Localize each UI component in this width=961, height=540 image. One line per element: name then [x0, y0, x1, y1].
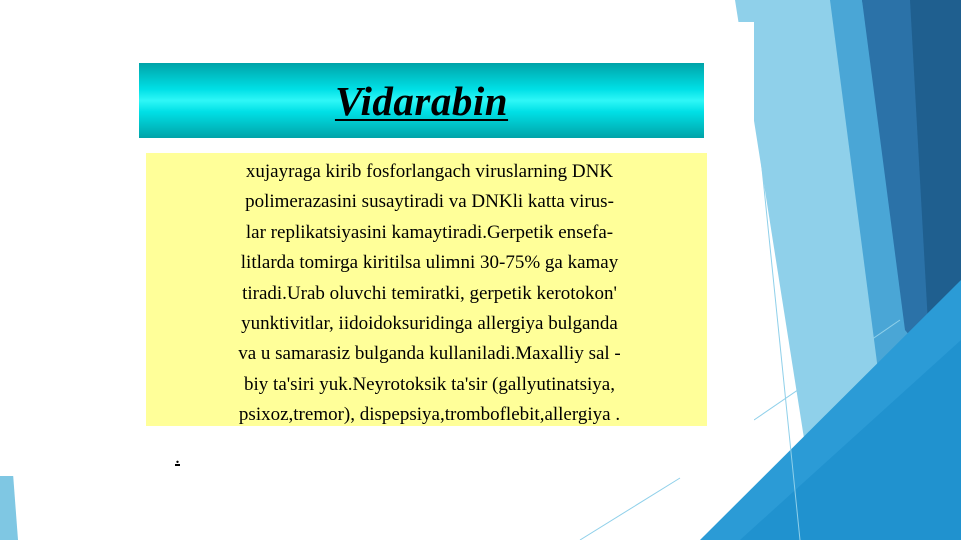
- body-line: psixoz,tremor), dispepsiya,tromboflebit,allergiya .: [238, 404, 621, 426]
- body-line: yunktivitlar, iidoidoksuridinga allergiya bulganda: [241, 313, 618, 335]
- body-line: litlarda tomirga kiritilsa ulimni 30-75% ga kamay: [240, 252, 619, 274]
- body-line: tiradi.Urab oluvchi temiratki, gerpetik kerotokon': [242, 282, 617, 304]
- body-line: va u samarasiz bulganda kullaniladi.Maxalliy sal -: [238, 343, 621, 365]
- deco-line-1: [580, 478, 680, 540]
- body-text-box: [146, 153, 707, 426]
- body-line: lar replikatsiyasini kamaytiradi.Gerpetik ensefa-: [245, 221, 614, 243]
- footer-mark: .: [175, 446, 180, 468]
- body-line: xujayraga kirib fosforlangach viruslarning DNK: [245, 161, 614, 182]
- body-line: polimerazasini susaytiradi va DNKli katta virus-: [245, 191, 614, 213]
- body-line: biy ta'siri yuk.Neyrotoksik ta'sir (gallyutinatsiya,: [244, 373, 615, 395]
- slide-title: Vidarabin: [334, 77, 509, 124]
- body-text: [146, 157, 707, 431]
- title-bar: [139, 63, 704, 138]
